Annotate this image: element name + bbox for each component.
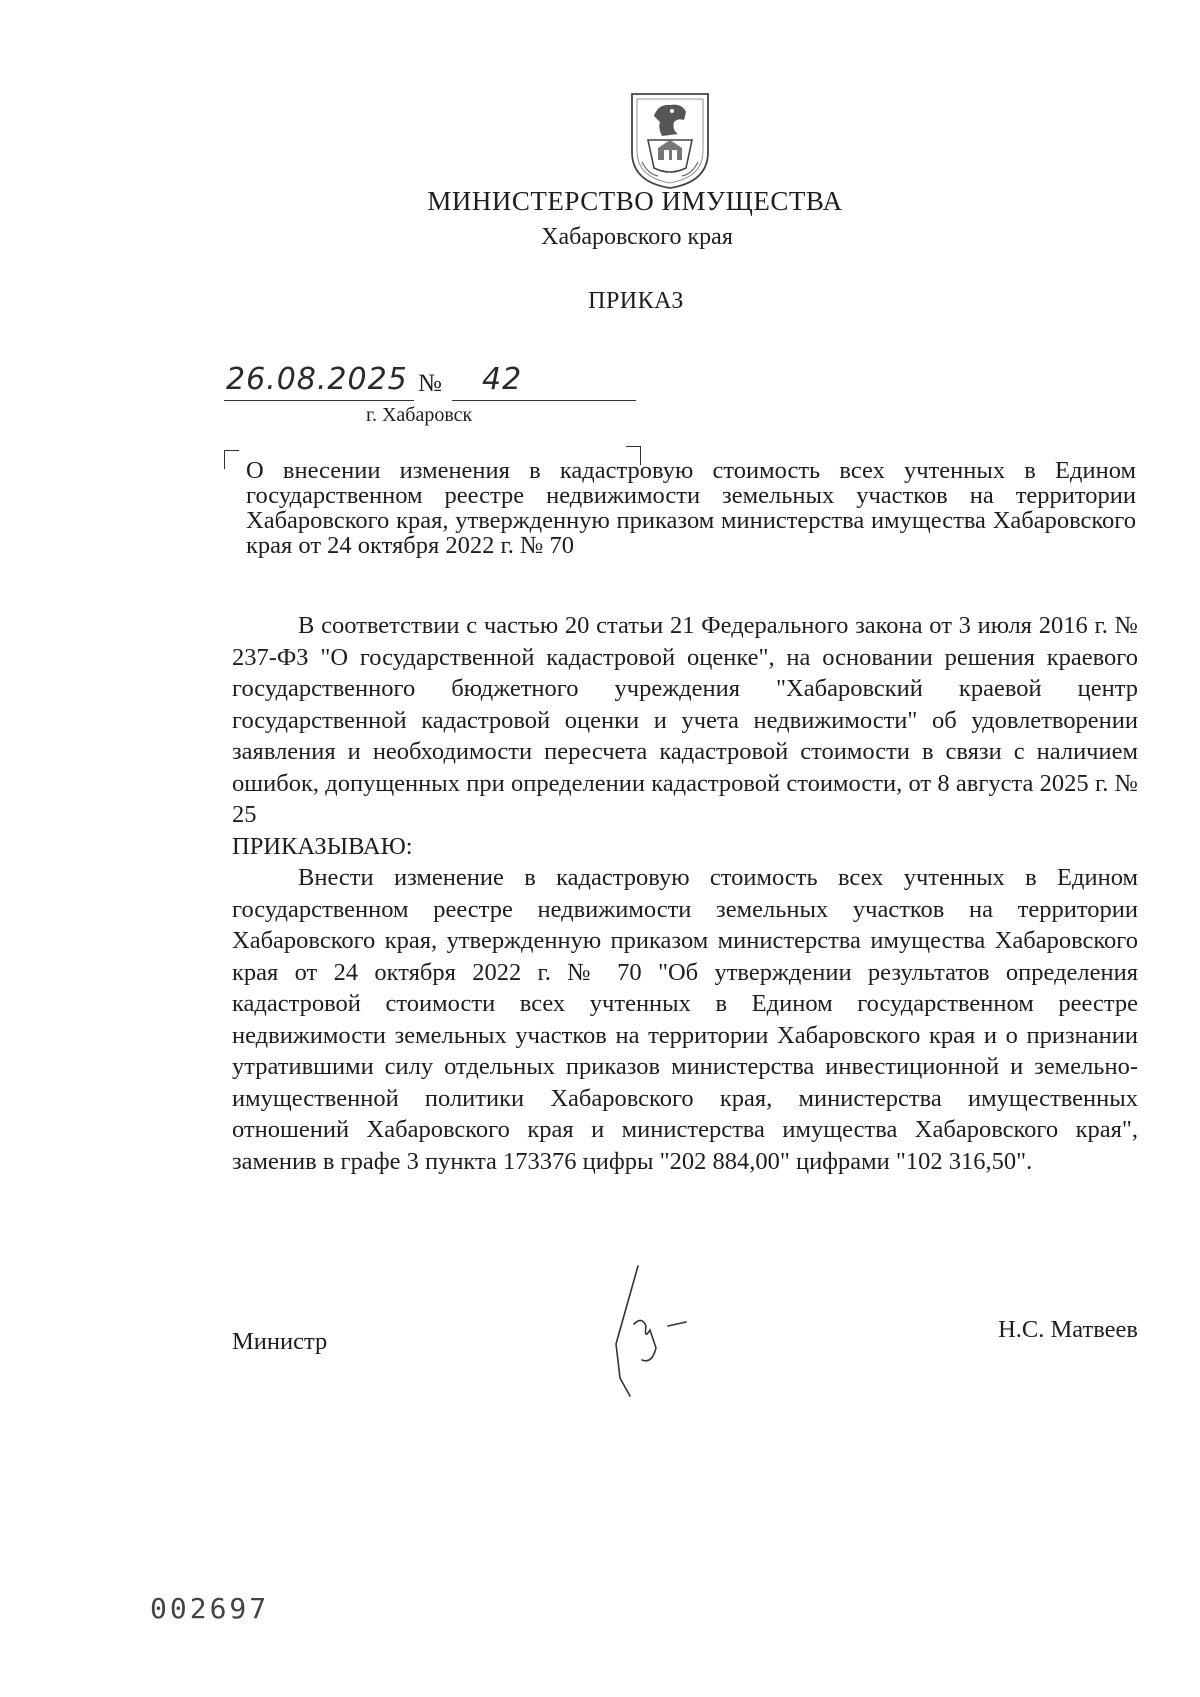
- preamble-paragraph: В соответствии с частью 20 статьи 21 Федерального закона от 3 июля 2016 г. № 237-ФЗ "О государственной кадастровой оценке", на основании решения краевого государственного бюджетного учреждения "Хабаровский краевой центр государственной кадастровой оценки и учета недвижимости" об удовлетворении заявления и необходимости пересчета кадастровой стоимости в связи с наличием ошибок, допущенных при определении кадастровой стоимости, от 8 августа 2025 г. № 25: [232, 612, 1138, 828]
- document-body: [232, 610, 1138, 1177]
- handwritten-signature: [590, 1260, 710, 1410]
- registration-number: 002697: [150, 1592, 270, 1625]
- handwritten-number: 42: [482, 362, 523, 397]
- coat-of-arms-icon: [628, 90, 712, 190]
- number-sign: №: [418, 370, 442, 397]
- order-word: ПРИКАЗЫВАЮ:: [232, 832, 413, 860]
- document-subject: О внесении изменения в кадастровую стоимость всех учтенных в Едином государственном реестре недвижимости земельных участков на территории Хабаровского края, утвержденную приказом министерства имущества Хабаровского края от 24 октября 2022 г. № 70: [246, 457, 1136, 559]
- date-field: [224, 364, 414, 401]
- org-region: Хабаровского края: [541, 224, 733, 250]
- signer-name: Н.С. Матвеев: [998, 1316, 1138, 1343]
- org-name: МИНИСТЕРСТВО ИМУЩЕСТВА: [427, 186, 843, 216]
- order-paragraph: Внести изменение в кадастровую стоимость всех учтенных в Едином государственном реестре недвижимости земельных участков на территории Хабаровского края, утвержденную приказом министерства имущества Хабаровского края от 24 октября 2022 г. № 70 "Об утверждении результатов определения кадастровой стоимости всех учтенных в Едином государственном реестре недвижимости земельных участков на территории Хабаровского края и о признании утратившими силу отдельных приказов министерства инвестиционной и земельно-имущественной политики Хабаровского края, министерства имущественных отношений Хабаровского края и министерства имущества Хабаровского края", заменив в графе 3 пункта 173376 цифры "202 884,00" цифрами "102 316,50".: [232, 864, 1138, 1175]
- signer-position: Министр: [232, 1328, 328, 1355]
- subject-corner-left: [224, 450, 239, 469]
- number-field: [452, 364, 636, 401]
- handwritten-date: 26.08.2025: [226, 362, 408, 397]
- doc-type: ПРИКАЗ: [588, 288, 684, 314]
- city: г. Хабаровск: [366, 404, 473, 426]
